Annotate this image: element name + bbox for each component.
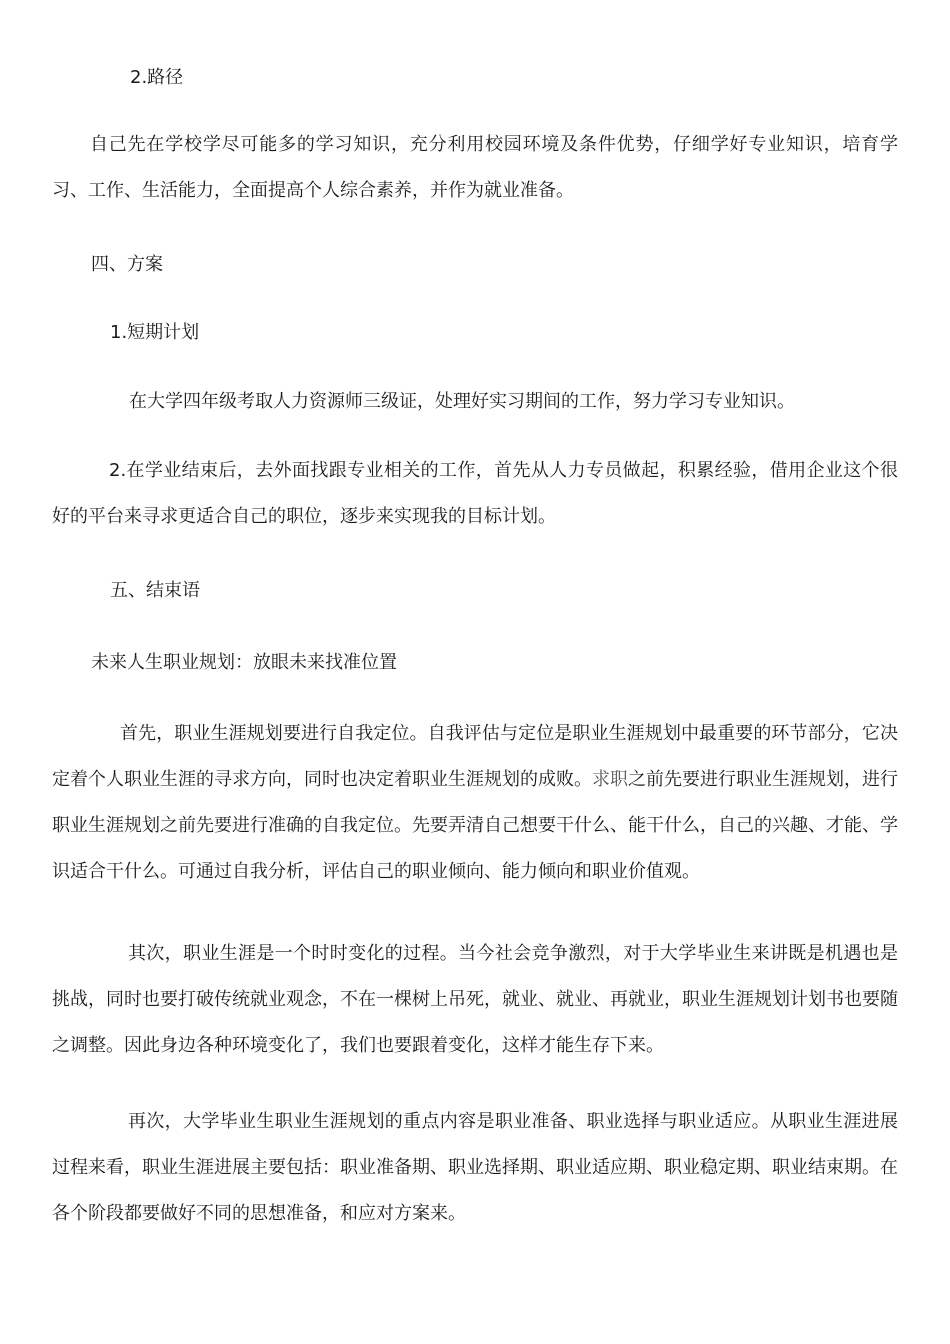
paragraph-career-changes: 其次，职业生涯是一个时时变化的过程。当今社会竞争激烈，对于大学毕业生来讲既是机遇也是挑战，同时也要打破传统就业观念，不在一棵树上吊死，就业、就业、再就业，职业生涯规划计划书也要随之调整。因此身边各种环境变化了，我们也要跟着变化，这样才能生存下来。	[52, 943, 898, 1056]
paragraph-self-positioning-text-b: 之前先要进行职业生涯规划，进行职业生涯规划之前先要进行准确的自我定位。先要弄清自己想要干什么、能干什么，自己的兴趣、才能、学识适合干什么。可通过自我分析，评估自己的职业倾向、能力倾向和职业价值观。	[52, 769, 898, 882]
subtitle-career-plan: 未来人生职业规划：放眼未来找准位置	[91, 652, 397, 673]
paragraph-after-study: 2.在学业结束后，去外面找跟专业相关的工作，首先从人力专员做起，积累经验，借用企业这个很好的平台来寻求更适合自己的职位，逐步来实现我的目标计划。	[52, 460, 898, 527]
paragraph-path: 自己先在学校学尽可能多的学习知识，充分利用校园环境及条件优势，仔细学好专业知识，培育学习、工作、生活能力，全面提高个人综合素养，并作为就业准备。	[52, 134, 898, 201]
job-hunting-link[interactable]: 求职	[592, 769, 628, 790]
paragraph-career-stages: 再次，大学毕业生职业生涯规划的重点内容是职业准备、职业选择与职业适应。从职业生涯进展过程来看，职业生涯进展主要包括：职业准备期、职业选择期、职业适应期、职业稳定期、职业结束期。在各个阶段都要做好不同的思想准备，和应对方案来。	[52, 1111, 898, 1224]
heading-path: 2.路径	[130, 67, 184, 88]
paragraph-short-term-plan: 在大学四年级考取人力资源师三级证，处理好实习期间的工作，努力学习专业知识。	[129, 391, 795, 412]
paragraph-self-positioning-text-a: 首先，职业生涯规划要进行自我定位。自我评估与定位是职业生涯规划中最重要的环节部分，它决定着个人职业生涯的寻求方向，同时也决定着职业生涯规划的成败。	[52, 723, 898, 790]
heading-plan: 四、方案	[91, 254, 163, 275]
paragraph-self-positioning	[52, 711, 898, 895]
heading-conclusion: 五、结束语	[110, 580, 200, 601]
heading-short-term-plan: 1.短期计划	[110, 322, 200, 343]
